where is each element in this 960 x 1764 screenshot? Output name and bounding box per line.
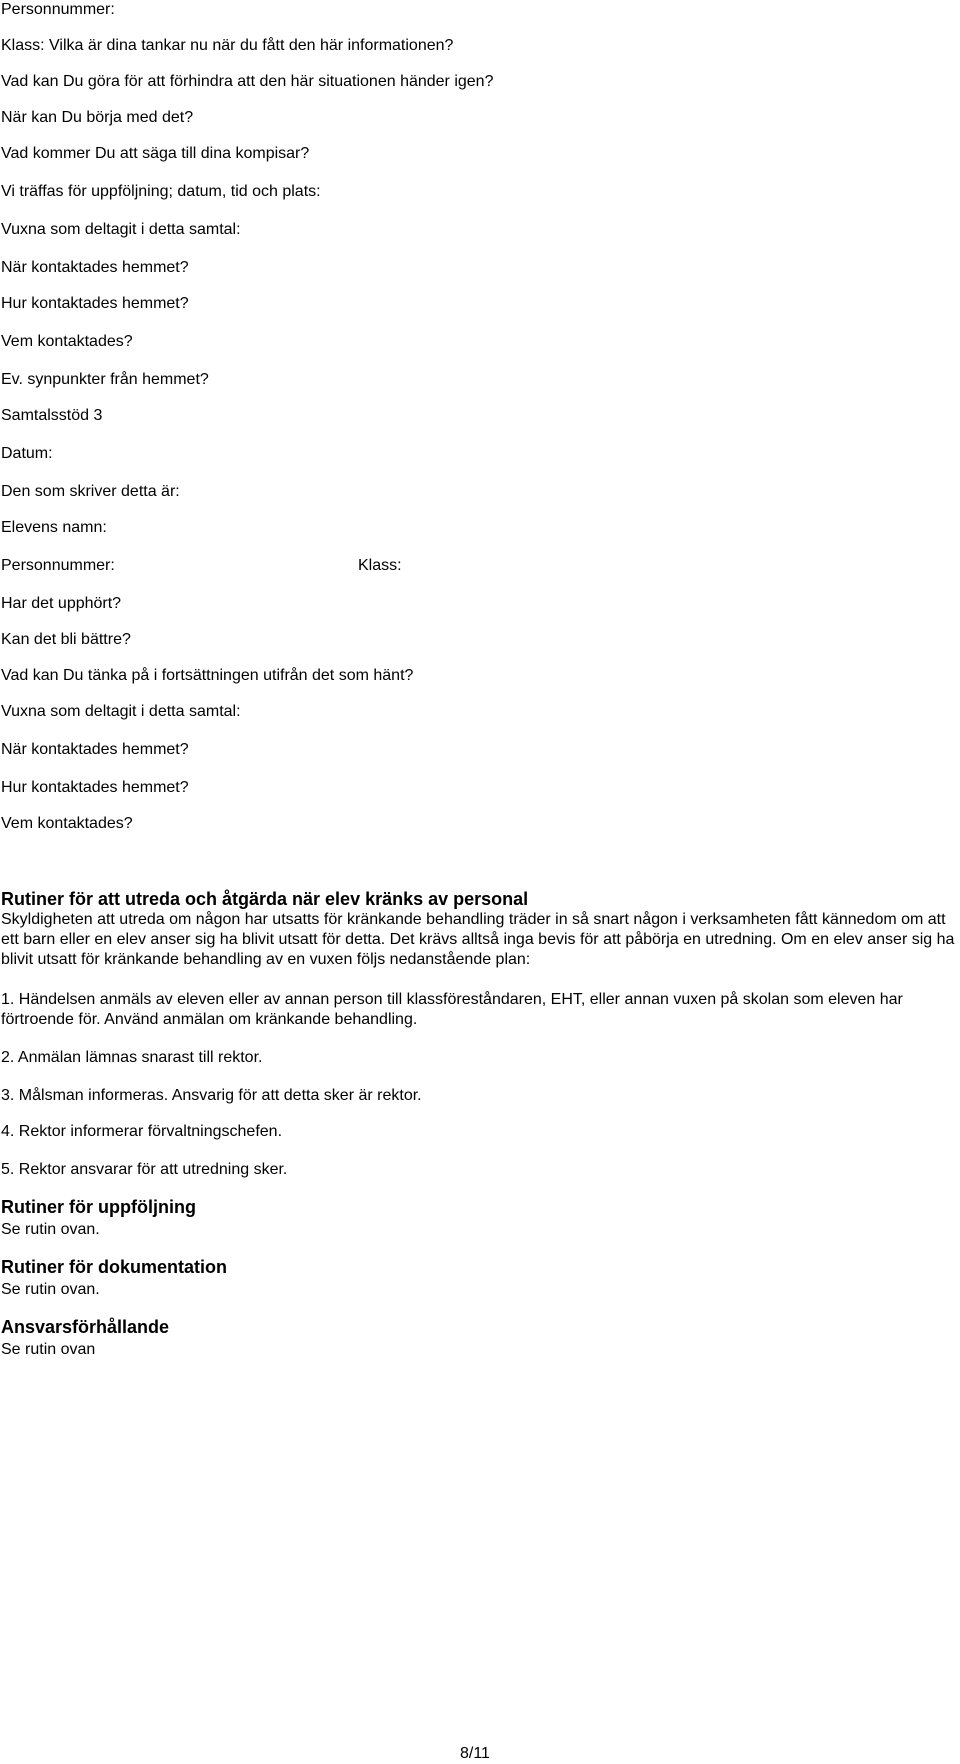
home-views-label: Ev. synpunkter från hemmet?: [1, 371, 209, 388]
routine-step-3: 3. Målsman informeras. Ansvarig för att detta sker är rektor.: [1, 1087, 422, 1104]
routines-heading: Rutiner för att utreda och åtgärda när elev kränks av personal: [1, 889, 529, 909]
friends-question: Vad kommer Du att säga till dina kompisar?: [1, 145, 310, 162]
followup-text: Se rutin ovan.: [1, 1221, 100, 1238]
klass-label: Klass:: [358, 557, 402, 574]
routine-step-4: 4. Rektor informerar förvaltningschefen.: [1, 1123, 283, 1140]
routine-step-1: 1. Händelsen anmäls av eleven eller av annan person till klassföreståndaren, EHT, eller annan vuxen på skolan som eleven har förtroende för. Använd anmälan om kränkande behandling.: [1, 991, 903, 1028]
routines-intro: Skyldigheten att utreda om någon har utsatts för kränkande behandling träder in så snart någon i verksamheten fått kännedom om att ett barn eller en elev anser sig ha blivit utsatt för detta. Det krävs alltså inga bevis för att påbörja en utredning. Om en elev anser sig ha blivit utsatt för kränkande behandling av en vuxen följs nedanstående plan:: [1, 911, 955, 968]
adults-present-label: Vuxna som deltagit i detta samtal:: [1, 221, 241, 238]
student-name-label: Elevens namn:: [1, 519, 107, 536]
adults-present-label: Vuxna som deltagit i detta samtal:: [1, 703, 241, 720]
when-home-contacted-label: När kontaktades hemmet?: [1, 741, 189, 758]
future-question: Vad kan Du tänka på i fortsättningen utifrån det som hänt?: [1, 667, 414, 684]
routine-step-5: 5. Rektor ansvarar för att utredning sker.: [1, 1161, 288, 1178]
page-number: 8/11: [460, 1745, 490, 1762]
better-question: Kan det bli bättre?: [1, 631, 131, 648]
who-contacted-label: Vem kontaktades?: [1, 815, 133, 832]
form-title: Samtalsstöd 3: [1, 407, 103, 424]
documentation-text: Se rutin ovan.: [1, 1281, 100, 1298]
klass-thoughts-question: Klass: Vilka är dina tankar nu när du fått den här informationen?: [1, 37, 454, 54]
how-home-contacted-label: Hur kontaktades hemmet?: [1, 295, 189, 312]
responsibility-text: Se rutin ovan: [1, 1341, 96, 1358]
routine-step-2: 2. Anmälan lämnas snarast till rektor.: [1, 1049, 263, 1066]
writer-label: Den som skriver detta är:: [1, 483, 180, 500]
followup-heading: Rutiner för uppföljning: [1, 1197, 196, 1217]
prevent-question: Vad kan Du göra för att förhindra att den här situationen händer igen?: [1, 73, 494, 90]
personnummer-label: Personnummer:: [1, 1, 115, 18]
how-home-contacted-label: Hur kontaktades hemmet?: [1, 779, 189, 796]
documentation-heading: Rutiner för dokumentation: [1, 1257, 227, 1277]
responsibility-heading: Ansvarsförhållande: [1, 1317, 170, 1337]
followup-meeting-label: Vi träffas för uppföljning; datum, tid och plats:: [1, 183, 321, 200]
start-question: När kan Du börja med det?: [1, 109, 194, 126]
who-contacted-label: Vem kontaktades?: [1, 333, 133, 350]
datum-label: Datum:: [1, 445, 53, 462]
stopped-question: Har det upphört?: [1, 595, 122, 612]
personnummer-label: Personnummer:: [1, 557, 115, 574]
when-home-contacted-label: När kontaktades hemmet?: [1, 259, 189, 276]
